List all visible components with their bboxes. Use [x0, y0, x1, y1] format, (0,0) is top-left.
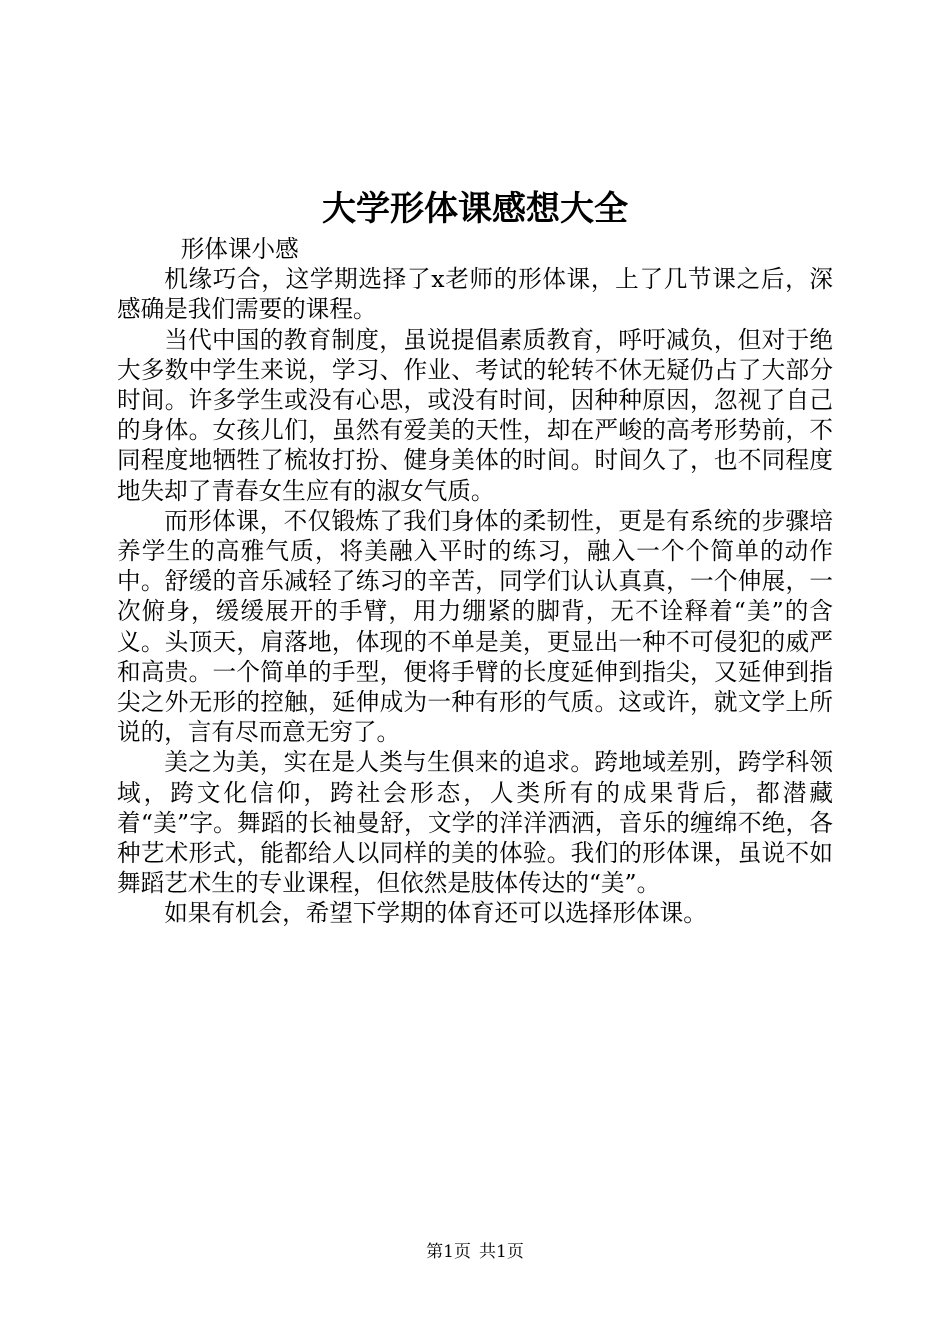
page-footer: [0, 1240, 950, 1264]
paragraph-3: 而形体课，不仅锻炼了我们身体的柔韧性，更是有系统的步骤培养学生的高雅气质，将美融入平时的练习，融入一个个简单的动作中。舒缓的音乐减轻了练习的辛苦，同学们认认真真，一个伸展，一次俯身，缓缓展开的手臂，用力绷紧的脚背，无不诠释着“美”的含义。头顶天，肩落地，体现的不单是美，更显出一种不可侵犯的威严和高贵。一个简单的手型，便将手臂的长度延伸到指尖，又延伸到指尖之外无形的控触，延伸成为一种有形的气质。这或许，就文学上所说的，言有尽而意无穷了。: [117, 506, 833, 747]
document-subtitle: 形体课小感: [180, 235, 299, 263]
document-body: [117, 234, 833, 929]
page-total: 共1页: [479, 1242, 524, 1262]
paragraph-4: 美之为美，实在是人类与生俱来的追求。跨地域差别，跨学科领域，跨文化信仰，跨社会形态，人类所有的成果背后，都潜藏着“美”字。舞蹈的长袖曼舒，文学的洋洋洒洒，音乐的缠绵不绝，各种艺术形式，能都给人以同样的美的体验。我们的形体课，虽说不如舞蹈艺术生的专业课程，但依然是肢体传达的“美”。: [117, 748, 833, 898]
document-title: 大学形体课感想大全: [322, 189, 628, 229]
paragraph-2: 当代中国的教育制度，虽说提倡素质教育，呼吁减负，但对于绝大多数中学生来说，学习、作业、考试的轮转不休无疑仍占了大部分时间。许多学生或没有心思，或没有时间，因种种原因，忽视了自己的身体。女孩儿们，虽然有爱美的天性，却在严峻的高考形势前，不同程度地牺牲了梳妆打扮、健身美体的时间。时间久了，也不同程度地失却了青春女生应有的淑女气质。: [117, 325, 833, 505]
page-number: 第1页: [426, 1242, 471, 1262]
paragraph-1: 机缘巧合，这学期选择了x老师的形体课，上了几节课之后，深感确是我们需要的课程。: [117, 265, 833, 324]
paragraph-5: 如果有机会，希望下学期的体育还可以选择形体课。: [164, 899, 707, 928]
